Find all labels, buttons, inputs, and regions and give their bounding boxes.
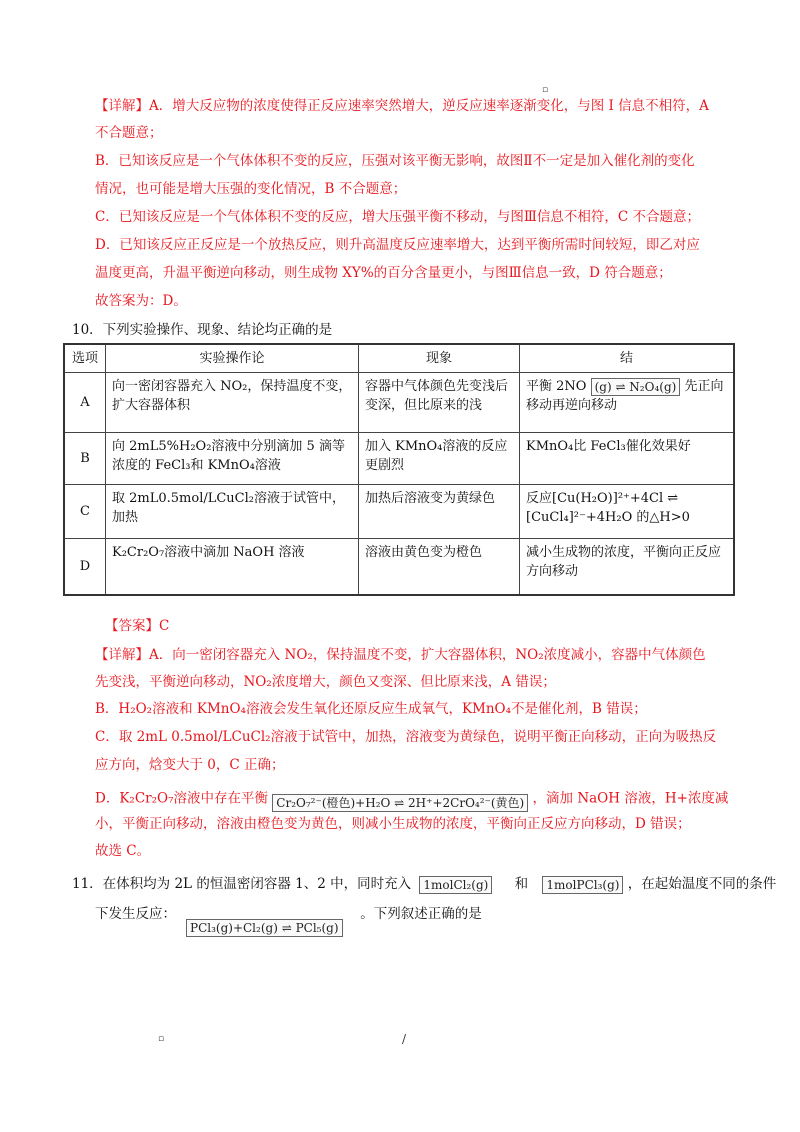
row-phenomenon: 加热后溶液变为黄绿色	[359, 485, 520, 539]
detail-d-line1	[95, 786, 728, 812]
row-conclusion: KMnO₄比 FeCl₃催化效果好	[520, 433, 735, 485]
detail-c-line1: C．取 2mL 0.5mol/LCuCl₂溶液于试管中，加热，溶液变为黄绿色，说明平衡正向移动，正向为吸热反	[95, 729, 717, 745]
q11-prefix: 11．在体积均为 2L 的恒温密闭容器 1、2 中，同时充入	[72, 876, 412, 892]
analysis-d-line2: 温度更高，升温平衡逆向移动，则生成物 XY%的百分含量更小，与图Ⅲ信息一致，D 符合题意；	[95, 265, 672, 281]
analysis-c-line: C．已知该反应是一个气体体积不变的反应，增大压强平衡不移动，与图Ⅲ信息不相符，C 不合题意；	[95, 209, 700, 225]
table-row	[64, 485, 734, 539]
analysis-answer: 故答案为：D。	[95, 293, 187, 309]
header-conclusion: 结	[520, 344, 735, 373]
equilibrium-formula-image: (g) ⇌ N₂O₄(g)	[591, 378, 681, 396]
cl2-amount-image: 1molCl₂(g)	[419, 876, 492, 894]
analysis-b-line2: 情况，也可能是增大压强的变化情况，B 不合题意；	[95, 181, 407, 197]
footer-left-mark: ▫	[158, 1034, 165, 1044]
experiment-table	[63, 343, 735, 596]
table-header-row	[64, 344, 734, 373]
analysis-b-line1: B．已知该反应是一个气体体积不变的反应，压强对该平衡无影响，故图Ⅱ不一定是加入催化剂的变化	[95, 153, 695, 169]
row-conclusion	[520, 373, 735, 433]
conclusion-suffix: 先正向移动再逆向移动	[526, 379, 724, 413]
row-phenomenon: 溶液由黄色变为橙色	[359, 539, 520, 595]
question-10-answer: 【答案】C	[105, 618, 170, 634]
reaction-equation-image: PCl₃(g)+Cl₂(g) ⇌ PCl₅(g)	[186, 919, 343, 937]
row-operation: 向 2mL5%H₂O₂溶液中分别滴加 5 滴等浓度的 FeCl₃和 KMnO₄溶液	[106, 433, 359, 485]
q11-suffix: ，在起始温度不同的条件	[627, 876, 777, 892]
row-phenomenon: 加入 KMnO₄溶液的反应更剧烈	[359, 433, 520, 485]
conclusion-prefix: 平衡 2NO	[526, 379, 587, 394]
row-conclusion: 反应[Cu(H₂O)]²⁺+4Cl ⇌ [CuCl₄]²⁻+4H₂O 的△H>0	[520, 485, 735, 539]
detail-a-line1: 【详解】A．向一密闭容器充入 NO₂，保持温度不变，扩大容器体积，NO₂浓度减小，容器中气体颜色	[95, 647, 706, 663]
row-operation: 向一密闭容器充入 NO₂，保持温度不变，扩大容器体积	[106, 373, 359, 433]
row-conclusion: 减小生成物的浓度，平衡向正反应方向移动	[520, 539, 735, 595]
detail-b-line: B．H₂O₂溶液和 KMnO₄溶液会发生氧化还原反应生成氧气，KMnO₄不是催化剂，B 错误；	[95, 701, 647, 717]
detail-d-suffix: ，滴加 NaOH 溶液，H+浓度减	[532, 790, 729, 807]
footer-slash: /	[402, 1032, 407, 1046]
table-row	[64, 373, 734, 433]
detail-a-line2: 先变浅，平衡逆向移动，NO₂浓度增大，颜色又变深、但比原来浅，A 错误；	[95, 674, 556, 690]
table-row	[64, 539, 734, 595]
detail-d-line2: 小，平衡正向移动，溶液由橙色变为黄色，则减小生成物的浓度，平衡向正反应方向移动，D 错误；	[95, 816, 691, 832]
row-option: B	[64, 433, 106, 485]
q11-line2-suffix: 。下列叙述正确的是	[360, 906, 482, 922]
detail-d-prefix: D．K₂Cr₂O₇溶液中存在平衡	[95, 790, 268, 807]
detail-conclusion: 故选 C。	[95, 843, 151, 859]
row-operation: 取 2mL0.5mol/LCuCl₂溶液于试管中，加热	[106, 485, 359, 539]
question-11-line1	[72, 872, 776, 894]
question-10-stem: 10．下列实验操作、现象、结论均正确的是	[72, 322, 333, 338]
row-option: D	[64, 539, 106, 595]
detail-c-line2: 应方向，焓变大于 0，C 正确；	[95, 757, 285, 773]
analysis-a-line2: 不合题意；	[95, 125, 163, 141]
table-row	[64, 433, 734, 485]
top-mark: ▫	[542, 85, 549, 95]
analysis-a-line1: 【详解】A．增大反应物的浓度使得正反应速率突然增大，逆反应速率逐渐变化，与图 I 信息不相符，A	[95, 98, 709, 114]
q11-and: 和	[514, 876, 529, 892]
header-option: 选项	[64, 344, 106, 373]
row-phenomenon: 容器中气体颜色先变浅后变深，但比原来的浅	[359, 373, 520, 433]
q11-reaction	[186, 917, 343, 937]
q11-line2-prefix: 下发生反应：	[95, 906, 176, 922]
row-operation: K₂Cr₂O₇溶液中滴加 NaOH 溶液	[106, 539, 359, 595]
analysis-d-line1: D．已知该反应正反应是一个放热反应，则升高温度反应速率增大，达到平衡所需时间较短，即乙对应	[95, 237, 700, 253]
header-phenomenon: 现象	[359, 344, 520, 373]
dichromate-equilibrium-image: Cr₂O₇²⁻(橙色)+H₂O ⇌ 2H⁺+2CrO₄²⁻(黄色)	[272, 794, 528, 812]
header-operation: 实验操作论	[106, 344, 359, 373]
row-option: A	[64, 373, 106, 433]
row-option: C	[64, 485, 106, 539]
pcl3-amount-image: 1molPCl₃(g)	[542, 876, 623, 894]
